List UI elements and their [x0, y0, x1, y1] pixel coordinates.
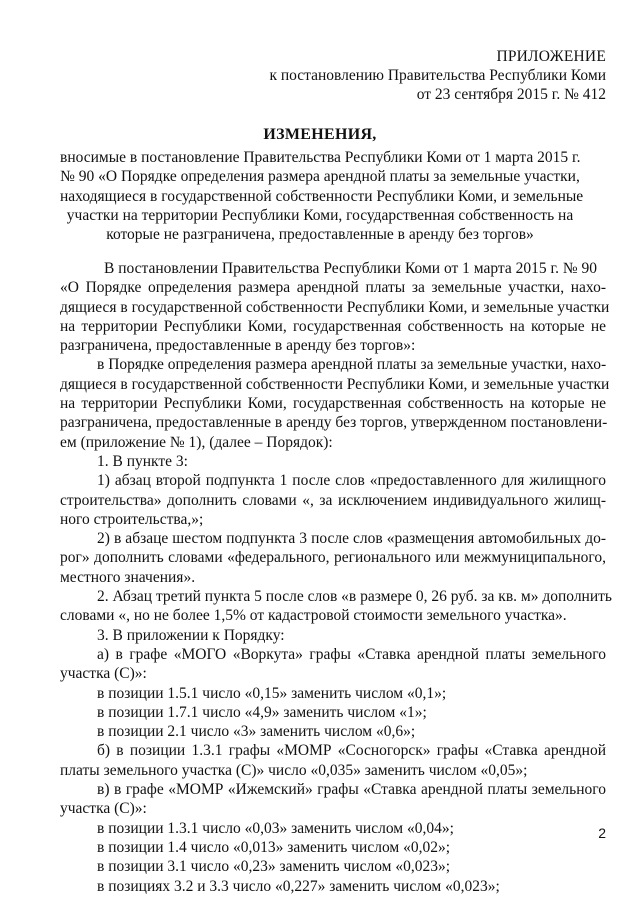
- body-line: дящиеся в государственной собственности Республики Коми, и земельные участки: [60, 298, 610, 316]
- body-line: в позиции 1.5.1 число «0,15» заменить числом «0,1»;: [97, 684, 447, 702]
- body-line: на территории Республики Коми, государственная собственность на которые не: [60, 317, 606, 335]
- body-line: разграничена, предоставленные в аренду без торгов»:: [60, 337, 416, 355]
- appendix-heading: ПРИЛОЖЕНИЕ: [496, 48, 606, 65]
- page-number: 2: [598, 825, 606, 841]
- document-body: [0, 259, 640, 896]
- body-line: в позиции 1.4 число «0,013» заменить числом «0,02»;: [97, 838, 451, 856]
- appendix-line-2: от 23 сентября 2015 г. № 412: [416, 86, 606, 103]
- body-line: местного значения».: [60, 568, 196, 586]
- body-line: 2. Абзац третий пункта 5 после слов «в размере 0, 26 руб. за кв. м» дополнить: [97, 588, 612, 606]
- body-line: 1) абзац второй подпункта 1 после слов «предоставленного для жилищного: [97, 472, 606, 490]
- appendix-line-1: к постановлению Правительства Республики Коми: [269, 67, 606, 84]
- body-line: в Порядке определения размера арендной платы за земельные участки, нахо-: [97, 356, 607, 374]
- body-line: ем (приложение № 1), (далее – Порядок):: [60, 433, 333, 451]
- body-line: ного строительства,»;: [60, 510, 204, 528]
- body-line: дящиеся в государственной собственности Республики Коми, и земельные участки: [60, 375, 610, 393]
- body-line: б) в позиции 1.3.1 графы «МОМР «Сосногорск» графы «Ставка арендной: [97, 742, 606, 760]
- body-line: в позиции 1.7.1 число «4,9» заменить числом «1»;: [97, 703, 427, 721]
- subtitle-line: участки на территории Республики Коми, государственная собственность на: [66, 206, 574, 224]
- subtitle-line: вносимые в постановление Правительства Республики Коми от 1 марта 2015 г.: [60, 149, 581, 166]
- body-line: в позициях 3.2 и 3.3 число «0,227» заменить числом «0,023»;: [97, 877, 500, 895]
- body-line: в позиции 1.3.1 число «0,03» заменить числом «0,04»;: [97, 819, 454, 837]
- body-line: участка (С)»:: [60, 665, 147, 683]
- body-line: 2) в абзаце шестом подпункта 3 после слов «размещения автомобильных до-: [97, 530, 606, 548]
- body-line: участка (С)»:: [60, 800, 147, 818]
- document-title: ИЗМЕНЕНИЯ,: [263, 126, 377, 143]
- body-line: строительства» дополнить словами «, за исключением индивидуального жилищ-: [60, 491, 606, 509]
- appendix-header: [269, 47, 606, 104]
- body-line: а) в графе «МОГО «Воркута» графы «Ставка арендной платы земельного: [97, 645, 606, 663]
- body-line: рог» дополнить словами «федерального, регионального или межмуниципального,: [60, 549, 606, 567]
- body-line: платы земельного участка (С)» число «0,035» заменить числом «0,05»;: [60, 761, 528, 779]
- body-line: в) в графе «МОМР «Ижемский» графы «Ставка арендной платы земельного: [97, 781, 606, 799]
- body-line: 3. В приложении к Порядку:: [97, 626, 285, 644]
- body-line: на территории Республики Коми, государственная собственность на которые не: [60, 395, 606, 413]
- body-line: разграничена, предоставленные в аренду без торгов, утвержденном постановлени-: [60, 414, 608, 432]
- body-line: «О Порядке определения размера арендной платы за земельные участки, нахо-: [60, 279, 606, 297]
- body-line: в позиции 2.1 число «3» заменить числом «0,6»;: [97, 723, 416, 741]
- subtitle-line: которые не разграничена, предоставленные в аренду без торгов»: [106, 226, 534, 244]
- subtitle-line: находящиеся в государственной собственности Республики Коми, и земельные: [60, 187, 584, 205]
- body-line: В постановлении Правительства Республики Коми от 1 марта 2015 г. № 90: [104, 260, 598, 277]
- body-line: словами «, но не более 1,5% от кадастровой стоимости земельного участка».: [60, 607, 567, 625]
- body-line: 1. В пункте 3:: [97, 452, 188, 470]
- body-line: в позиции 3.1 число «0,23» заменить числом «0,023»;: [97, 858, 451, 876]
- document-subtitle: [60, 148, 584, 244]
- subtitle-line: № 90 «О Порядке определения размера арендной платы за земельные участки,: [60, 168, 580, 186]
